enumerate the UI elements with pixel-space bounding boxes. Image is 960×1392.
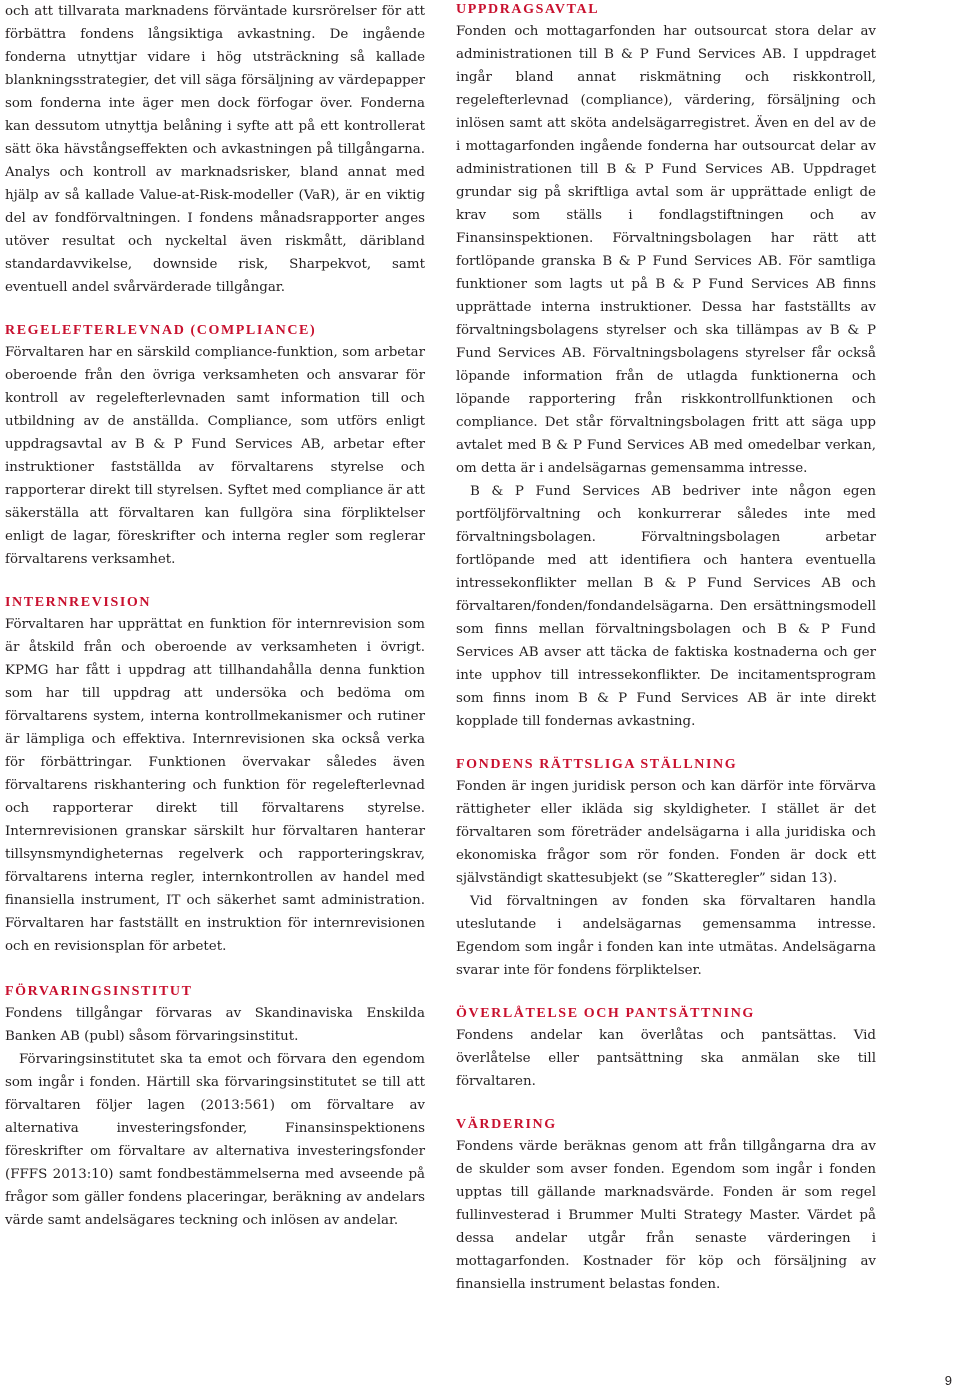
valuation-heading: VÄRDERING [456, 1117, 557, 1132]
assignment-paragraph-1: Fonden och mottagarfonden har outsourcat stora delar av administrationen till B & P Fund Services AB. I uppdraget ingår bland annat riskmätning och riskkontroll, regelefterlevnad (compliance), värdering, försäljning och inlösen samt att sköta andelsägarregistret. Även en del av de i mottagarfonden ingående fonderna har outsourcat delar av administrationen till B & P Fund Services AB. Uppdraget grundar sig på skriftliga avtal som är upprättade enligt de krav som ställs i fondlagstiftningen och av Finansinspektionen. Förvaltningsbolagen har rätt att fortlöpande granska B & P Fund Services AB. För samtliga funktioner som lagts ut på B & P Fund Services AB finns upprättade interna instruktioner. Dessa har fastställts av förvaltningsbolagens styrelser och ska tillämpas av B & P Fund Services AB. Förvaltningsbolagens styrelser får också löpande information från de utlagda funktionerna och löpande rapportering från riskkontrollfunktionen och compliance. Det står förvaltningsbolagen fritt att säga upp avtalet med B & P Fund Services AB med omedelbar verkan, om detta är i andelsägarnas gemensamma intresse. [456, 24, 876, 476]
assignment-paragraph-2: B & P Fund Services AB bedriver inte någon egen portföljförvaltning och konkurrerar således inte med förvaltningsbolagen. Förvaltningsbolagen arbetar fortlöpande med att identifiera och hantera eventuella intressekonflikter mellan B & P Fund Services AB och förvaltaren/fonden/fondandelsägarna. Den ersättningsmodell som finns mellan förvaltningsbolagen och B & P Fund Services AB avser att täcka de faktiska kostnaderna och ger inte upphov till intressekonflikter. De incitamentsprogram som finns inom B & P Fund Services AB är inte direkt kopplade till fondernas avkastning. [456, 484, 876, 729]
depositary-paragraph-1: Fondens tillgångar förvaras av Skandinaviska Enskilda Banken AB (publ) såsom förvaringsinstitut. [5, 1006, 425, 1044]
page-number: 9 [944, 1373, 952, 1388]
assignment-heading: UPPDRAGSAVTAL [456, 2, 600, 17]
transfer-heading: ÖVERLÅTELSE OCH PANTSÄTTNING [456, 1006, 755, 1021]
depositary-paragraph-2: Förvaringsinstitutet ska ta emot och förvara den egendom som ingår i fonden. Härtill ska förvaringsinstitutet se till att förvaltaren följer lagen (2013:561) om förvaltare av alternativa investeringsfonder, Finansinspektionens föreskrifter om förvaltare av alternativa investeringsfonder (FFFS 2013:10) samt fondbestämmelserna med avseende på frågor som gäller fondens placeringar, beräkning av andelars värde samt andelsägares teckning och inlösen av andelar. [5, 1052, 425, 1228]
left-column [5, 0, 425, 1232]
compliance-heading: REGELEFTERLEVNAD (COMPLIANCE) [5, 323, 317, 338]
compliance-paragraph: Förvaltaren har en särskild compliance-funktion, som arbetar oberoende från den övriga verksamheten och ansvarar för kontroll av regelefterlevnaden samt information till och utbildning av de anställda. Compliance, som utförs enligt uppdragsavtal av B & P Fund Services AB, arbetar efter instruktioner fastställda av förvaltarens styrelse och rapporterar direkt till styrelsen. Syftet med compliance är att säkerställa att förvaltaren kan fullgöra sina förpliktelser enligt de lagar, föreskrifter och interna regler som reglerar förvaltarens verksamhet. [5, 345, 425, 567]
legal-status-paragraph-1: Fonden är ingen juridisk person och kan därför inte förvärva rättigheter eller ikläda sig skyldigheter. I stället är det förvaltaren som företräder andelsägarna i alla juridiska och ekonomiska frågor som rör fonden. Fonden är dock ett självständigt skattesubjekt (se ”Skatteregler” sidan 13). [456, 779, 876, 886]
transfer-paragraph: Fondens andelar kan överlåtas och pantsättas. Vid överlåtelse eller pantsättning ska anmälan ske till förvaltaren. [456, 1028, 876, 1089]
right-column [456, 0, 876, 1296]
valuation-paragraph: Fondens värde beräknas genom att från tillgångarna dra av de skulder som avser fonden. Egendom som ingår i fonden upptas till gällande marknadsvärde. Fonden är som regel fullinvesterad i Brummer Multi Strategy Master. Värdet på dessa andelar utgår från senaste värderingen i mottagarfonden. Kostnader för köp och försäljning av finansiella instrument belastas fonden. [456, 1139, 876, 1292]
internal-audit-heading: INTERNREVISION [5, 595, 152, 610]
intro-paragraph: och att tillvarata marknadens förväntade kursrörelser för att förbättra fondens långsiktiga avkastning. De ingående fonderna utnyttjar vidare i hög utsträckning så kallade blankningsstrategier, det vill säga försäljning av värdepapper som fonderna inte äger men dock förfogar över. Fonderna kan dessutom utnyttja belåning i syfte att på ett kontrollerat sätt öka hävstångseffekten och avkastningen på tillgångarna. Analys och kontroll av marknadsrisker, bland annat med hjälp av så kallade Value-at-Risk-modeller (VaR), är en viktig del av fondförvaltningen. I fondens månadsrapporter anges utöver resultat och nyckeltal även riskmått, däribland standardavvikelse, downside risk, Sharpekvot, samt eventuell andel svårvärderade tillgångar. [5, 4, 425, 295]
legal-status-heading: FONDENS RÄTTSLIGA STÄLLNING [456, 757, 738, 772]
internal-audit-paragraph: Förvaltaren har upprättat en funktion för internrevision som är åtskild från och oberoende av verksamheten i övrigt. KPMG har fått i uppdrag att tillhandahålla denna funktion som har till uppdrag att undersöka och bedöma om förvaltarens system, interna kontrollmekanismer och rutiner är lämpliga och effektiva. Internrevisionen ska också verka för förbättringar. Funktionen övervakar således även förvaltarens riskhantering och funktion för regelefterlevnad och rapporterar direkt till förvaltarens styrelse. Internrevisionen granskar särskilt hur förvaltaren hanterar tillsynsmyndigheternas regelverk och rapporteringskrav, förvaltarens interna regler, internkontrollen av handel med finansiella instrument, IT och säkerhet samt administration. Förvaltaren har fastställt en instruktion för internrevisionen och en revisionsplan för arbetet. [5, 617, 425, 954]
depositary-heading: FÖRVARINGSINSTITUT [5, 984, 193, 999]
legal-status-paragraph-2: Vid förvaltningen av fonden ska förvaltaren handla uteslutande i andelsägarnas gemensamma intresse. Egendom som ingår i fonden kan inte utmätas. Andelsägarna svarar inte för fondens förpliktelser. [456, 894, 876, 978]
